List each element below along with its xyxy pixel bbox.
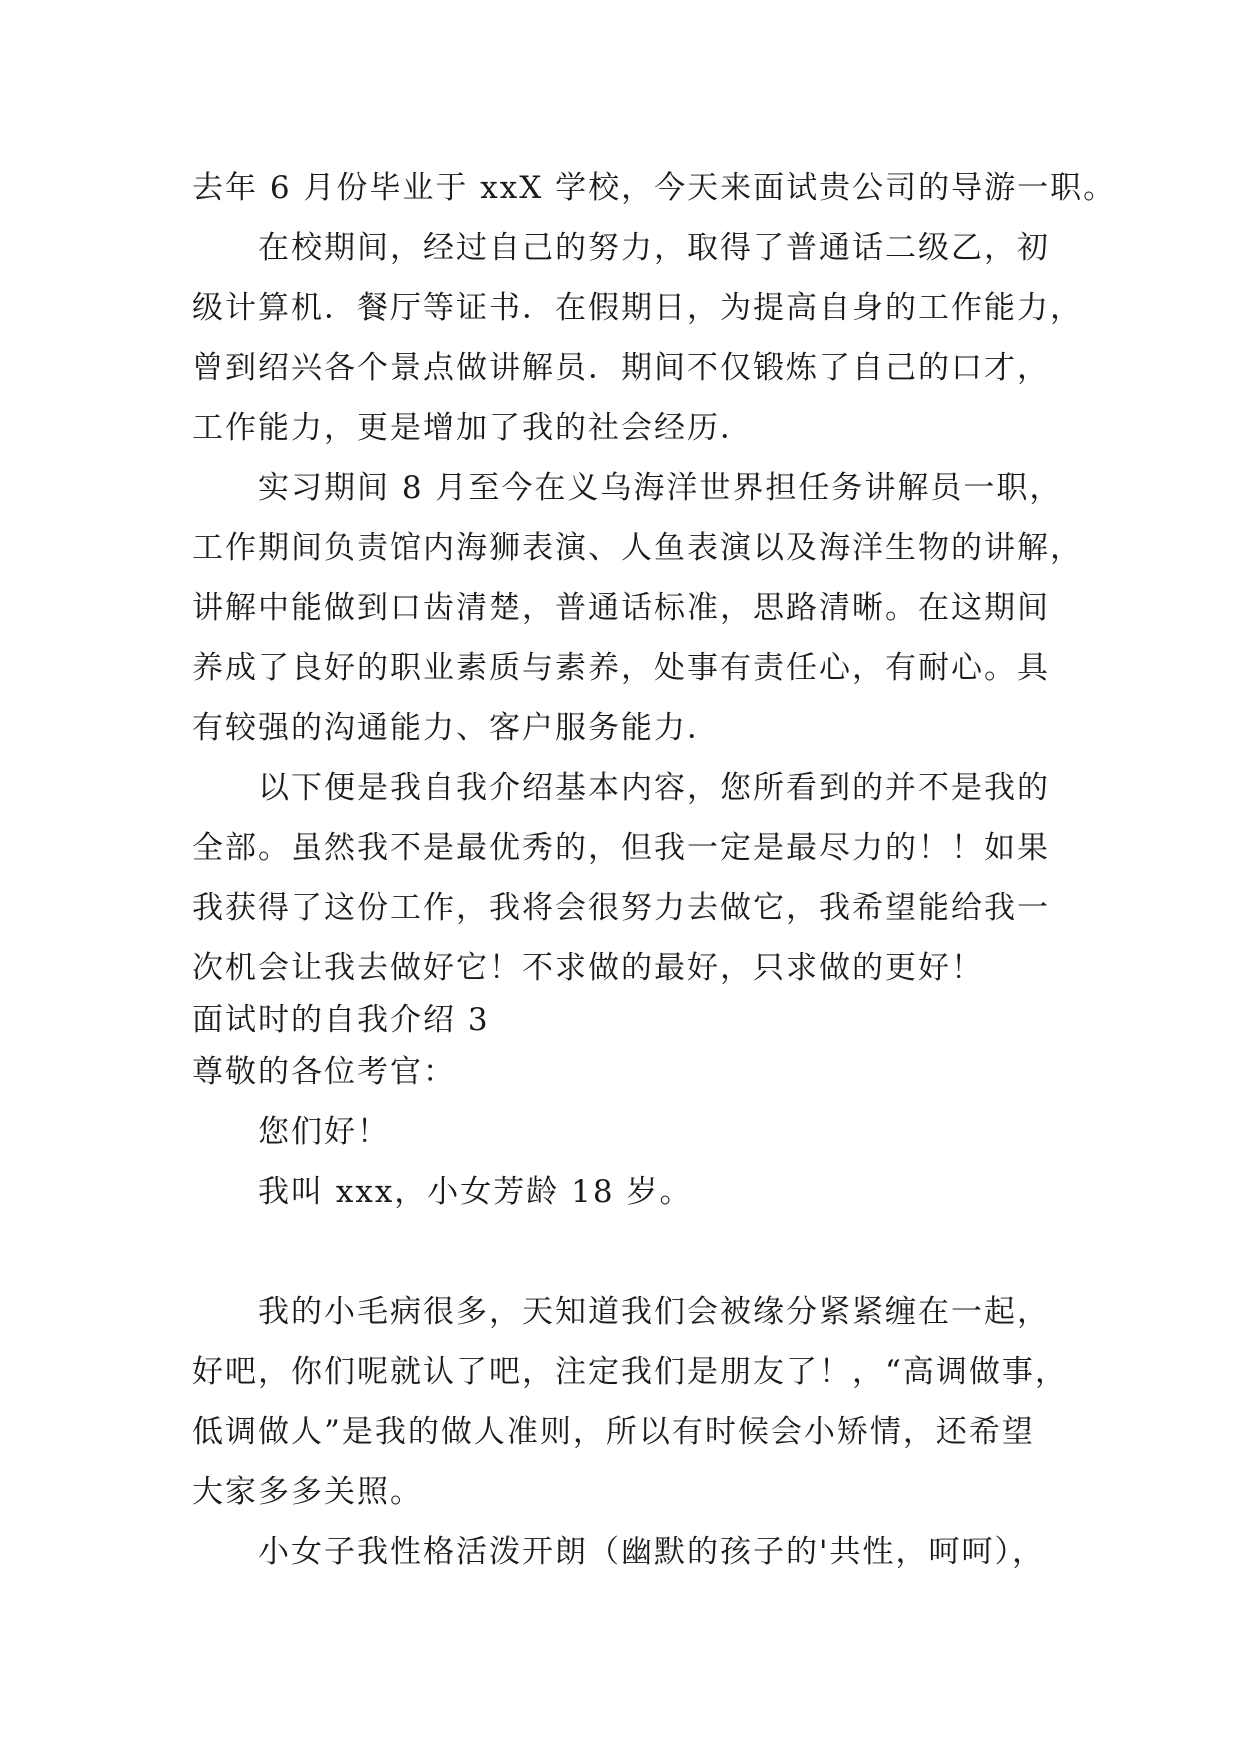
section-heading: 面试时的自我介绍 3	[192, 1002, 490, 1038]
text-line: 小女子我性格活泼开朗（幽默的孩子的'共性，呵呵），	[258, 1534, 1046, 1570]
text-line: 以下便是我自我介绍基本内容，您所看到的并不是我的	[258, 770, 1050, 806]
text-line: 在校期间，经过自己的努力，取得了普通话二级乙，初	[258, 230, 1050, 266]
text-line: 有较强的沟通能力、客户服务能力．	[192, 710, 720, 746]
text-line: 好吧，你们呢就认了吧，注定我们是朋友了！，“高调做事，	[192, 1354, 1068, 1390]
text-line: 去年 6 月份毕业于 xxX 学校，今天来面试贵公司的导游一职。	[192, 170, 1117, 206]
text-line: 我叫 xxx，小女芳龄 18 岁。	[258, 1174, 693, 1210]
text-line: 次机会让我去做好它！不求做的最好，只求做的更好！	[192, 950, 984, 986]
text-line: 级计算机．餐厅等证书．在假期日，为提高自身的工作能力，	[192, 290, 1083, 326]
text-line: 讲解中能做到口齿清楚，普通话标准，思路清晰。在这期间	[192, 590, 1050, 626]
text-line: 工作能力，更是增加了我的社会经历．	[192, 410, 753, 446]
text-line: 实习期间 8 月至今在义乌海洋世界担任务讲解员一职，	[258, 470, 1063, 506]
greeting: 您们好！	[258, 1114, 390, 1150]
text-line: 全部。虽然我不是最优秀的，但我一定是最尽力的！！如果	[192, 830, 1050, 866]
text-line: 曾到绍兴各个景点做讲解员．期间不仅锻炼了自己的口才，	[192, 350, 1050, 386]
salutation: 尊敬的各位考官：	[192, 1054, 456, 1090]
text-line: 大家多多关照。	[192, 1474, 423, 1510]
text-line: 工作期间负责馆内海狮表演、人鱼表演以及海洋生物的讲解，	[192, 530, 1083, 566]
text-line: 低调做人”是我的做人准则，所以有时候会小矫情，还希望	[192, 1414, 1035, 1450]
text-line: 我获得了这份工作，我将会很努力去做它，我希望能给我一	[192, 890, 1050, 926]
text-line: 养成了良好的职业素质与素养，处事有责任心，有耐心。具	[192, 650, 1050, 686]
text-line: 我的小毛病很多，天知道我们会被缘分紧紧缠在一起，	[258, 1294, 1050, 1330]
